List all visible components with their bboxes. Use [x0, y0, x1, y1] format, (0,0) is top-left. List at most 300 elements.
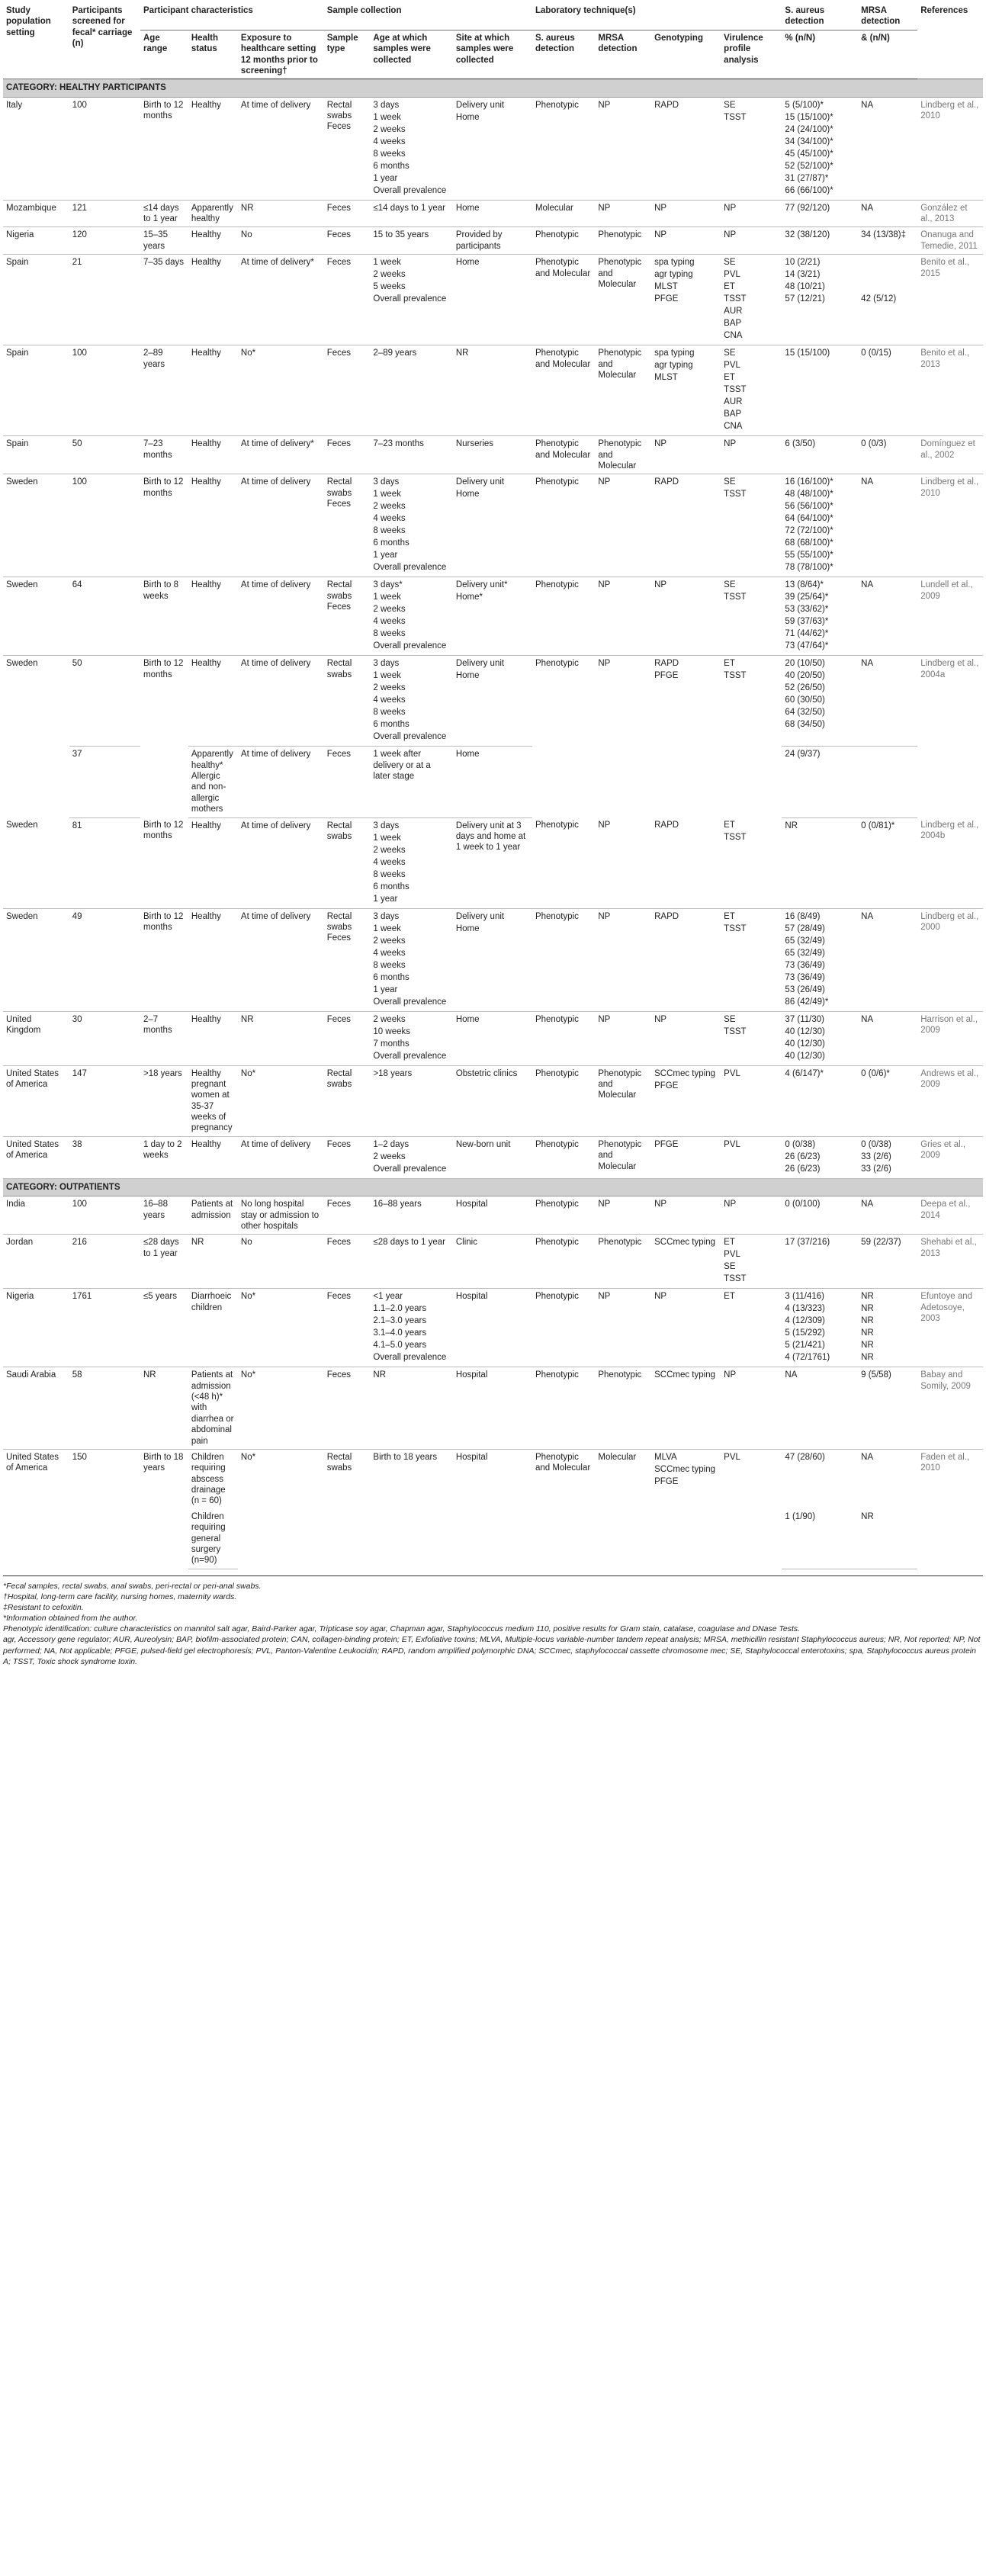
- cell-age-range: Birth to 12 months: [140, 817, 188, 908]
- cell-age-collected-line: ≤28 days to 1 year: [373, 1238, 445, 1248]
- cell-mrsa-detection-line: 34 (13/38)‡: [861, 230, 906, 240]
- cell-mrsa-detection-line: NA: [861, 1014, 874, 1024]
- cell-setting: Nigeria: [3, 227, 69, 255]
- cell-sa-detection-line: 40 (20/50): [785, 671, 825, 681]
- cell-virulence-line: NP: [724, 1370, 737, 1380]
- cell-site-collected-line: Hospital: [455, 1370, 488, 1380]
- cell-virulence-line: PVL: [724, 270, 740, 280]
- cell-site-collected-line: Home: [455, 112, 480, 122]
- cell-age-collected-line: 8 weeks: [373, 960, 406, 970]
- cell-mrsa-detection: [858, 1367, 917, 1450]
- cell-sample-type: [324, 255, 371, 345]
- cell-sa-method: Phenotypic: [532, 1065, 595, 1136]
- cell-sa-method: Phenotypic: [532, 577, 595, 656]
- cell-site-collected-line: Home: [455, 203, 480, 213]
- category-row: [3, 79, 983, 97]
- cell-site-collected-line: Home*: [455, 593, 483, 602]
- cell-mrsa-detection: [858, 1449, 917, 1508]
- cell-site-collected-line: Hospital: [455, 1200, 488, 1209]
- cell-sa-detection-line: 13 (8/64)*: [785, 580, 824, 590]
- cell-site-collected-line: Home: [455, 671, 480, 681]
- cell-health-status: Healthy: [188, 474, 238, 577]
- cell-virulence-line: ET: [724, 1238, 735, 1248]
- table-row: [3, 1196, 983, 1235]
- cell-mrsa-method: Phenotypic and Molecular: [595, 255, 651, 345]
- cell-age-collected-line: 1 week after delivery or at a later stage: [373, 750, 431, 781]
- cell-reference: Onanuga and Temedie, 2011: [917, 227, 983, 255]
- cell-health-status: Healthy: [188, 345, 238, 436]
- cell-age-collected-line: 6 months: [373, 972, 409, 982]
- cell-age-collected-line: 15 to 35 years: [373, 230, 429, 240]
- cell-health-status: Healthy: [188, 817, 238, 908]
- cell-sa-detection-line: 16 (8/49): [785, 911, 821, 921]
- cell-age-collected-line: 2 weeks: [373, 1151, 406, 1161]
- cell-virulence-line: PVL: [724, 361, 740, 371]
- cell-genotyping: [651, 1235, 721, 1289]
- cell-virulence: [721, 1289, 782, 1367]
- col-mrsa-pct: & (n/N): [858, 30, 917, 79]
- cell-sample-type-line: Feces: [326, 258, 352, 268]
- cell-genotyping-line: PFGE: [654, 294, 679, 304]
- col-site-collected: Site at which samples were collected: [453, 30, 532, 79]
- cell-virulence: [721, 1449, 782, 1569]
- table-row: [3, 200, 983, 227]
- cell-age-range: Birth to 12 months: [140, 474, 188, 577]
- cell-sample-type: [324, 1136, 371, 1178]
- col-health-status: Health status: [188, 30, 238, 79]
- cell-genotyping-line: RAPD: [654, 659, 679, 669]
- table-row: [3, 1136, 983, 1178]
- cell-age-collected-line: 4 weeks: [373, 695, 406, 705]
- cell-age-collected-line: 3 days: [373, 100, 400, 110]
- cell-sample-type-line: Feces: [326, 1139, 352, 1149]
- cell-sa-detection: [782, 1065, 858, 1136]
- cell-age-collected-line: 1.1–2.0 years: [373, 1304, 427, 1314]
- cell-sa-detection: [782, 1136, 858, 1178]
- cell-setting: United States of America: [6, 1452, 59, 1473]
- cell-participants: 100: [69, 1196, 140, 1235]
- cell-age-range: ≤5 years: [140, 1289, 188, 1367]
- cell-age-collected-line: 3 days: [373, 659, 400, 669]
- cell-virulence-line: TSST: [724, 593, 747, 602]
- cell-site-collected-line: Home: [455, 750, 480, 760]
- cell-reference: Lindberg et al., 2010: [917, 97, 983, 200]
- cell-site-collected: [453, 1235, 532, 1289]
- group-sample-collection: Sample collection: [324, 3, 532, 30]
- cell-mrsa-detection-line: 33 (2/6): [861, 1151, 891, 1161]
- cell-participants: 121: [69, 200, 140, 227]
- cell-sample-type-line: Feces: [326, 1238, 352, 1248]
- cell-virulence: [721, 255, 782, 345]
- cell-age-collected: [370, 908, 452, 1011]
- cell-mrsa-detection-line: NR: [861, 1353, 874, 1363]
- cell-participants: 1761: [69, 1289, 140, 1367]
- cell-site-collected: [453, 1065, 532, 1136]
- cell-virulence-line: ET: [724, 659, 735, 669]
- cell-reference: Harrison et al., 2009: [917, 1011, 983, 1065]
- cell-genotyping-line: NP: [654, 1014, 667, 1024]
- cell-age-collected: [370, 1196, 452, 1235]
- cell-mrsa-detection: [858, 1011, 917, 1065]
- cell-age-collected-line: Overall prevalence: [373, 1051, 447, 1061]
- cell-age-collected-line: 1 week: [373, 258, 401, 268]
- category-row: [3, 1178, 983, 1196]
- cell-sa-method: Phenotypic: [532, 1289, 595, 1367]
- cell-sa-detection-line: 59 (37/63)*: [785, 617, 829, 627]
- cell-reference: Efuntoye and Adetosoye, 2003: [917, 1289, 983, 1367]
- cell-participants: 81: [69, 817, 140, 908]
- cell-mrsa-detection: [858, 747, 917, 817]
- cell-sa-detection: 1 (1/90): [782, 1509, 858, 1569]
- cell-sample-type-line: Feces: [326, 1292, 352, 1302]
- cell-site-collected-line: Delivery unit: [455, 100, 505, 110]
- cell-genotyping: [651, 817, 721, 908]
- cell-setting: United States of America: [3, 1136, 69, 1178]
- cell-site-collected: [453, 1136, 532, 1178]
- cell-sa-detection-line: 6 (3/50): [785, 439, 816, 449]
- cell-sample-type-line: Rectal swabs: [326, 477, 352, 498]
- table-row: [3, 1289, 983, 1367]
- cell-exposure: No*: [238, 1367, 324, 1450]
- cell-health-status: Healthy: [188, 577, 238, 656]
- cell-sa-detection-line: 45 (45/100)*: [785, 149, 833, 159]
- cell-virulence: [721, 436, 782, 474]
- cell-site-collected-line: Hospital: [455, 1452, 488, 1462]
- table-row: [3, 255, 983, 345]
- cell-mrsa-detection-line: 9 (5/58): [861, 1370, 891, 1380]
- cell-age-collected: [370, 97, 452, 200]
- cell-virulence: [721, 656, 782, 817]
- cell-sa-detection: [782, 817, 858, 908]
- cell-sa-detection-line: NR: [785, 821, 798, 830]
- cell-site-collected-line: Home: [455, 258, 480, 268]
- cell-reference: Lundell et al., 2009: [917, 577, 983, 656]
- cell-sa-method: Phenotypic and Molecular: [532, 345, 595, 436]
- cell-genotyping-line: spa typing: [654, 258, 695, 268]
- cell-sa-detection-line: 31 (27/87)*: [785, 173, 829, 183]
- cell-mrsa-method: Phenotypic and Molecular: [595, 1065, 651, 1136]
- cell-genotyping-line: MLST: [654, 373, 678, 383]
- cell-sample-type: [324, 1449, 371, 1569]
- cell-reference: Deepa et al., 2014: [917, 1196, 983, 1235]
- cell-setting: United States of America: [3, 1065, 69, 1136]
- cell-participants: 100: [69, 474, 140, 577]
- cell-site-collected: [453, 1196, 532, 1235]
- cell-mrsa-detection: [858, 1235, 917, 1289]
- cell-health-status: Apparently healthy: [188, 200, 238, 227]
- cell-age-range: 7–35 days: [140, 255, 188, 345]
- cell-genotyping-line: SCCmec typing: [654, 1464, 715, 1474]
- cell-age-collected-line: 2.1–3.0 years: [373, 1316, 427, 1326]
- cell-mrsa-detection: [858, 1196, 917, 1235]
- col-exposure: Exposure to healthcare setting 12 months prior to screening†: [238, 30, 324, 79]
- cell-mrsa-detection-line: NR: [861, 1341, 874, 1351]
- cell-mrsa-detection: NR: [858, 1509, 917, 1569]
- cell-age-collected-line: 8 weeks: [373, 526, 406, 536]
- cell-mrsa-detection-line: NR: [861, 1328, 874, 1338]
- cell-sa-detection-line: 15 (15/100)*: [785, 112, 833, 122]
- cell-genotyping: [651, 1011, 721, 1065]
- cell-sa-detection-line: 26 (6/23): [785, 1164, 821, 1174]
- cell-mrsa-detection-line: 0 (0/81)*: [861, 821, 895, 830]
- cell-age-collected: [370, 1065, 452, 1136]
- cell-site-collected-line: NR: [455, 348, 469, 358]
- cell-reference: Lindberg et al., 2004b: [917, 817, 983, 908]
- cell-genotyping-line: spa typing: [654, 348, 695, 358]
- cell-genotyping-line: NP: [654, 1292, 667, 1302]
- cell-site-collected: [453, 474, 532, 577]
- cell-virulence-line: CNA: [724, 331, 743, 341]
- footnote: †Hospital, long-term care facility, nursing homes, maternity wards.: [3, 1592, 237, 1601]
- cell-sa-detection: [782, 1289, 858, 1367]
- cell-virulence: [721, 1367, 782, 1450]
- cell-participants: 50: [69, 656, 140, 747]
- cell-health-status-line: Allergic and non-allergic mothers: [191, 772, 226, 814]
- cell-age-collected-line: 2 weeks: [373, 845, 406, 855]
- cell-age-collected-line: 4 weeks: [373, 137, 406, 146]
- cell-age-range: Birth to 12 months: [140, 97, 188, 200]
- cell-mrsa-method: Molecular: [598, 1452, 637, 1462]
- cell-sa-detection: [782, 1196, 858, 1235]
- col-sample-type: Sample type: [324, 30, 371, 79]
- cell-sa-detection-line: 66 (66/100)*: [785, 185, 833, 195]
- cell-participants: 58: [69, 1367, 140, 1450]
- cell-virulence: [721, 200, 782, 227]
- cell-virulence-line: CNA: [724, 422, 743, 432]
- cell-sa-method: Phenotypic and Molecular: [532, 255, 595, 345]
- cell-participants: 21: [69, 255, 140, 345]
- cell-sa-detection-line: 53 (33/62)*: [785, 605, 829, 615]
- cell-age-collected-line: Overall prevalence: [373, 641, 447, 651]
- cell-virulence-line: ET: [724, 373, 735, 383]
- cell-virulence-line: ET: [724, 1292, 735, 1302]
- cell-age-collected: [370, 200, 452, 227]
- cell-age-collected-line: 2 weeks: [373, 502, 406, 512]
- cell-sa-detection-line: 55 (55/100)*: [785, 551, 833, 560]
- table-row: [3, 817, 983, 908]
- cell-participants: 37: [69, 747, 140, 817]
- cell-site-collected: [453, 436, 532, 474]
- cell-site-collected: [453, 97, 532, 200]
- table-row: [3, 656, 983, 747]
- cell-exposure: No*: [238, 1289, 324, 1367]
- cell-sample-type-line: Feces: [326, 1370, 352, 1380]
- cell-sa-detection-line: 65 (32/49): [785, 948, 825, 958]
- cell-age-collected: [370, 1011, 452, 1065]
- cell-mrsa-detection: [858, 255, 917, 345]
- cell-sa-detection: [782, 577, 858, 656]
- data-table: [3, 3, 983, 1569]
- cell-virulence: [721, 97, 782, 200]
- cell-sa-detection: [782, 345, 858, 436]
- cell-sample-type: [324, 817, 371, 908]
- cell-age-collected-line: Overall prevalence: [373, 997, 447, 1007]
- cell-age-collected-line: 1 year: [373, 551, 398, 560]
- cell-sa-detection: [782, 1235, 858, 1289]
- cell-sa-detection-line: 60 (30/50): [785, 695, 825, 705]
- cell-setting: United Kingdom: [3, 1011, 69, 1065]
- cell-sa-detection-line: 0 (0/38): [785, 1139, 816, 1149]
- cell-age-collected: [370, 656, 452, 747]
- col-sa-method: S. aureus detection: [532, 30, 595, 79]
- cell-sa-detection-line: 16 (16/100)*: [785, 477, 833, 487]
- cell-age-collected: [370, 1136, 452, 1178]
- cell-sa-method: Phenotypic: [532, 817, 595, 908]
- cell-age-collected-line: 8 weeks: [373, 869, 406, 879]
- cell-site-collected-line: Nurseries: [455, 439, 494, 449]
- cell-participants: 147: [69, 1065, 140, 1136]
- cell-age-collected: [370, 817, 452, 908]
- cell-age-collected-line: 6 months: [373, 882, 409, 891]
- cell-setting: Italy: [3, 97, 69, 200]
- cell-setting: India: [3, 1196, 69, 1235]
- cell-mrsa-method: NP: [595, 577, 651, 656]
- cell-genotyping: [651, 1065, 721, 1136]
- cell-sample-type-line: Feces: [326, 203, 352, 213]
- cell-exposure: No*: [240, 1452, 256, 1462]
- cell-exposure: At time of delivery: [238, 656, 324, 747]
- cell-sa-detection-line: 26 (6/23): [785, 1151, 821, 1161]
- cell-health-status-line: Apparently healthy*: [191, 750, 233, 770]
- cell-virulence-line: BAP: [724, 319, 742, 329]
- cell-sa-detection-line: 73 (36/49): [785, 960, 825, 970]
- cell-genotyping-line: NP: [654, 1200, 667, 1209]
- cell-virulence-line: PVL: [724, 1139, 740, 1149]
- cell-age-range: >18 years: [140, 1065, 188, 1136]
- cell-age-collected-line: 10 weeks: [373, 1026, 410, 1036]
- cell-sample-type: [324, 656, 371, 747]
- cell-genotyping: [651, 577, 721, 656]
- cell-site-collected-line: Obstetric clinics: [455, 1068, 518, 1078]
- cell-age-collected-line: 1 year: [373, 173, 398, 183]
- cell-genotyping-line: SCCmec typing: [654, 1370, 715, 1380]
- cell-virulence-line: SE: [724, 477, 736, 487]
- cell-age-collected-line: 3.1–4.0 years: [373, 1328, 427, 1338]
- cell-sa-detection: [782, 227, 858, 255]
- category-label: CATEGORY: HEALTHY PARTICIPANTS: [3, 79, 983, 97]
- cell-exposure: No*: [238, 345, 324, 436]
- cell-setting: Jordan: [3, 1235, 69, 1289]
- cell-sa-detection-line: 37 (11/30): [785, 1014, 824, 1024]
- cell-age-collected-line: Overall prevalence: [373, 185, 447, 195]
- cell-sa-detection-line: 52 (26/50): [785, 683, 825, 693]
- cell-reference: Babay and Somily, 2009: [917, 1367, 983, 1450]
- cell-mrsa-method: NP: [595, 1011, 651, 1065]
- cell-mrsa-detection-line: NA: [861, 477, 874, 487]
- cell-virulence: [721, 908, 782, 1011]
- cell-mrsa-detection: [858, 1136, 917, 1178]
- table-row: [3, 345, 983, 436]
- cell-mrsa-detection-line: NR: [861, 1304, 874, 1314]
- cell-age-collected-line: 8 weeks: [373, 149, 406, 159]
- cell-genotyping-line: PFGE: [654, 671, 679, 681]
- cell-virulence-line: BAP: [724, 410, 742, 419]
- cell-virulence-line: TSST: [724, 385, 747, 395]
- cell-genotyping-line: agr typing: [654, 361, 693, 371]
- cell-sa-detection: [782, 1449, 858, 1508]
- cell-reference: Andrews et al., 2009: [917, 1065, 983, 1136]
- cell-genotyping-line: PFGE: [654, 1139, 679, 1149]
- cell-mrsa-detection-line: 0 (0/38): [861, 1139, 891, 1149]
- cell-sample-type-line: Rectal swabs: [326, 659, 352, 679]
- cell-age-range: 2–7 months: [140, 1011, 188, 1065]
- cell-age-collected-line: 3 days: [373, 911, 400, 921]
- cell-sample-type: [324, 1196, 371, 1235]
- cell-sa-detection-line: 48 (48/100)*: [785, 490, 833, 499]
- cell-sample-type: [324, 1065, 371, 1136]
- table-body: [3, 79, 983, 1569]
- cell-sa-detection-line: 5 (15/292): [785, 1328, 825, 1338]
- cell-setting: Sweden: [3, 908, 69, 1011]
- cell-mrsa-method: Phenotypic: [595, 1367, 651, 1450]
- cell-virulence-line: TSST: [724, 294, 747, 304]
- cell-sa-detection-line: 40 (12/30): [785, 1039, 825, 1049]
- cell-setting: Sweden: [3, 474, 69, 577]
- cell-mrsa-detection: [858, 1289, 917, 1367]
- cell-age-collected-line: 3 days: [373, 477, 400, 487]
- cell-genotyping-line: RAPD: [654, 821, 679, 830]
- cell-sample-type: [324, 1235, 371, 1289]
- cell-genotyping-line: PFGE: [654, 1081, 679, 1090]
- cell-age-collected-line: 2 weeks: [373, 270, 406, 280]
- cell-sa-detection-line: 24 (9/37): [785, 750, 821, 760]
- cell-age-collected-line: 8 weeks: [373, 708, 406, 718]
- cell-health-status: Healthy: [188, 656, 238, 747]
- group-participant-characteristics: Participant characteristics: [140, 3, 324, 30]
- cell-age-collected-line: Overall prevalence: [373, 1164, 447, 1174]
- cell-site-collected: [453, 1011, 532, 1065]
- table-row: [3, 908, 983, 1011]
- table-row: [3, 474, 983, 577]
- cell-age-collected-line: 1 week: [373, 833, 401, 843]
- cell-site-collected-line: Home: [455, 490, 480, 499]
- cell-sa-detection-line: 40 (12/30): [785, 1026, 825, 1036]
- cell-sa-detection-line: 39 (25/64)*: [785, 593, 829, 602]
- cell-site-collected-line: Clinic: [455, 1238, 477, 1248]
- cell-age-range: 15–35 years: [140, 227, 188, 255]
- cell-health-status: Healthy: [188, 97, 238, 200]
- cell-age-range: Birth to 18 years: [143, 1452, 184, 1473]
- col-study-population: Study population setting: [3, 3, 69, 79]
- cell-age-collected-line: ≤14 days to 1 year: [373, 203, 445, 213]
- cell-virulence-line: TSST: [724, 923, 747, 933]
- col-age-range: Age range: [140, 30, 188, 79]
- cell-age-collected-line: 2 weeks: [373, 936, 406, 946]
- cell-age-collected-line: 7–23 months: [373, 439, 424, 449]
- cell-sa-detection-line: 68 (68/100)*: [785, 538, 833, 548]
- cell-sa-detection: [782, 1011, 858, 1065]
- cell-sa-detection-line: 64 (32/50): [785, 708, 825, 718]
- header-row-sub: [3, 30, 983, 79]
- cell-mrsa-method: Phenotypic and Molecular: [595, 1136, 651, 1178]
- col-age-collected: Age at which samples were collected: [370, 30, 452, 79]
- cell-sample-type-line: Rectal swabs: [326, 100, 352, 120]
- cell-mrsa-detection-line: [861, 269, 914, 281]
- cell-sample-type-line: Rectal swabs: [326, 911, 352, 932]
- cell-sa-detection-line: 65 (32/49): [785, 936, 825, 946]
- cell-site-collected-line: Delivery unit: [455, 911, 505, 921]
- cell-exposure: At time of delivery: [238, 474, 324, 577]
- cell-age-range: 16–88 years: [140, 1196, 188, 1235]
- cell-exposure: No: [238, 1235, 324, 1289]
- cell-exposure: No long hospital stay or admission to other hospitals: [238, 1196, 324, 1235]
- cell-health-status: Healthy: [188, 1136, 238, 1178]
- col-virulence: Virulence profile analysis: [721, 30, 782, 79]
- cell-sa-detection-line: 17 (37/216): [785, 1238, 830, 1248]
- table-row: [3, 227, 983, 255]
- cell-virulence: [721, 345, 782, 436]
- footnote: *Fecal samples, rectal swabs, anal swabs, peri-rectal or peri-anal swabs.: [3, 1575, 983, 1592]
